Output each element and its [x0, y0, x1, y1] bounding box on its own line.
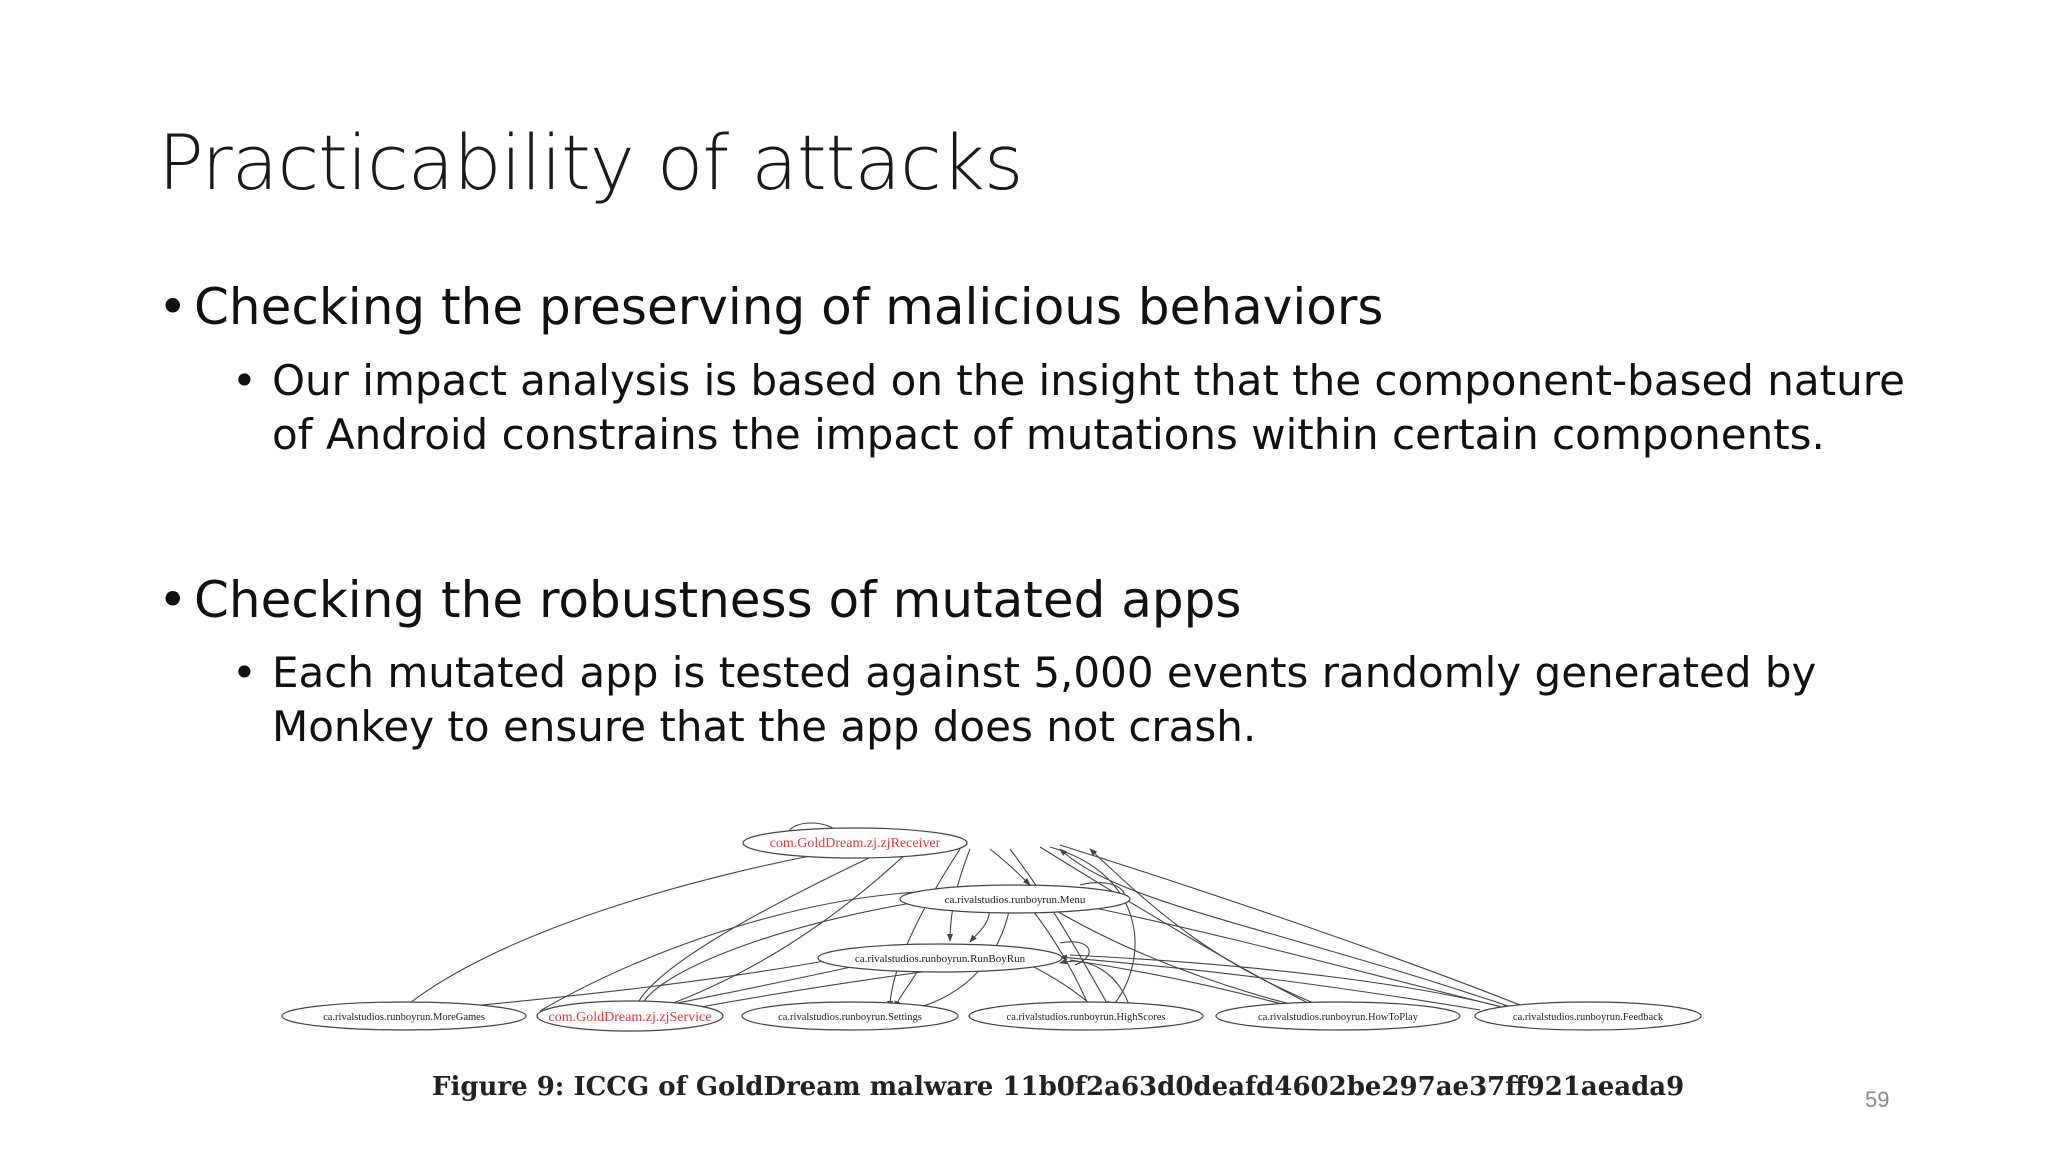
bullet-1: [158, 278, 1383, 336]
node-feedback: [1475, 1002, 1701, 1030]
edge: [990, 849, 1030, 885]
bullet-2: [158, 571, 1241, 629]
node-label: ca.rivalstudios.runboyrun.Settings: [778, 1012, 922, 1023]
node-label: ca.rivalstudios.runboyrun.MoreGames: [323, 1012, 485, 1023]
node-label: ca.rivalstudios.runboyrun.Feedback: [1512, 1012, 1664, 1023]
sub-bullet-2-text: Each mutated app is tested against 5,000 events randomly generated by Monkey to ensure that the app does not crash.: [272, 648, 1817, 751]
page-number: 59: [1865, 1087, 1890, 1112]
node-runboyrun: [818, 944, 1062, 972]
edge: [1060, 845, 1530, 1009]
bullet-dot: •: [232, 648, 257, 697]
node-label: ca.rivalstudios.runboyrun.Menu: [944, 894, 1086, 906]
node-receiver: [743, 828, 967, 858]
edge: [890, 849, 960, 1008]
node-service: [537, 1001, 723, 1031]
node-label: ca.rivalstudios.runboyrun.HowToPlay: [1258, 1012, 1418, 1023]
bullet-dot: •: [232, 356, 257, 405]
node-settings: [742, 1002, 958, 1030]
bullet-dot: •: [158, 278, 188, 336]
edge: [660, 850, 910, 1008]
bullet-1-text: Checking the preserving of malicious behaviors: [194, 278, 1384, 336]
slide-title: Practicability of attacks: [158, 118, 1023, 207]
edges: [400, 845, 1530, 1011]
sub-bullet-1-text: Our impact analysis is based on the insight that the component-based nature of Android constrains the impact of mutations within certain components.: [272, 356, 1905, 459]
node-label: ca.rivalstudios.runboyrun.HighScores: [1006, 1012, 1166, 1023]
iccg-diagram: [270, 815, 1720, 1055]
edge: [1050, 907, 1310, 1009]
figure-caption: Figure 9: ICCG of GoldDream malware 11b0f2a63d0deafd4602be297ae37ff921aeada9: [432, 1072, 1685, 1102]
edge: [1060, 849, 1520, 1010]
node-howtoplay: [1216, 1002, 1460, 1030]
node-moregames: [282, 1002, 526, 1030]
node-label: com.GoldDream.zj.zjService: [548, 1010, 712, 1025]
node-highscores: [969, 1002, 1203, 1030]
edge: [635, 848, 890, 1009]
node-label: ca.rivalstudios.runboyrun.RunBoyRun: [854, 953, 1026, 965]
sub-bullet-2: [232, 646, 1972, 754]
bullet-dot: •: [158, 571, 188, 629]
bullet-2-text: Checking the robustness of mutated apps: [194, 571, 1242, 629]
node-menu: [900, 885, 1130, 913]
sub-bullet-1: [232, 354, 1952, 462]
node-label: com.GoldDream.zj.zjReceiver: [769, 836, 941, 851]
